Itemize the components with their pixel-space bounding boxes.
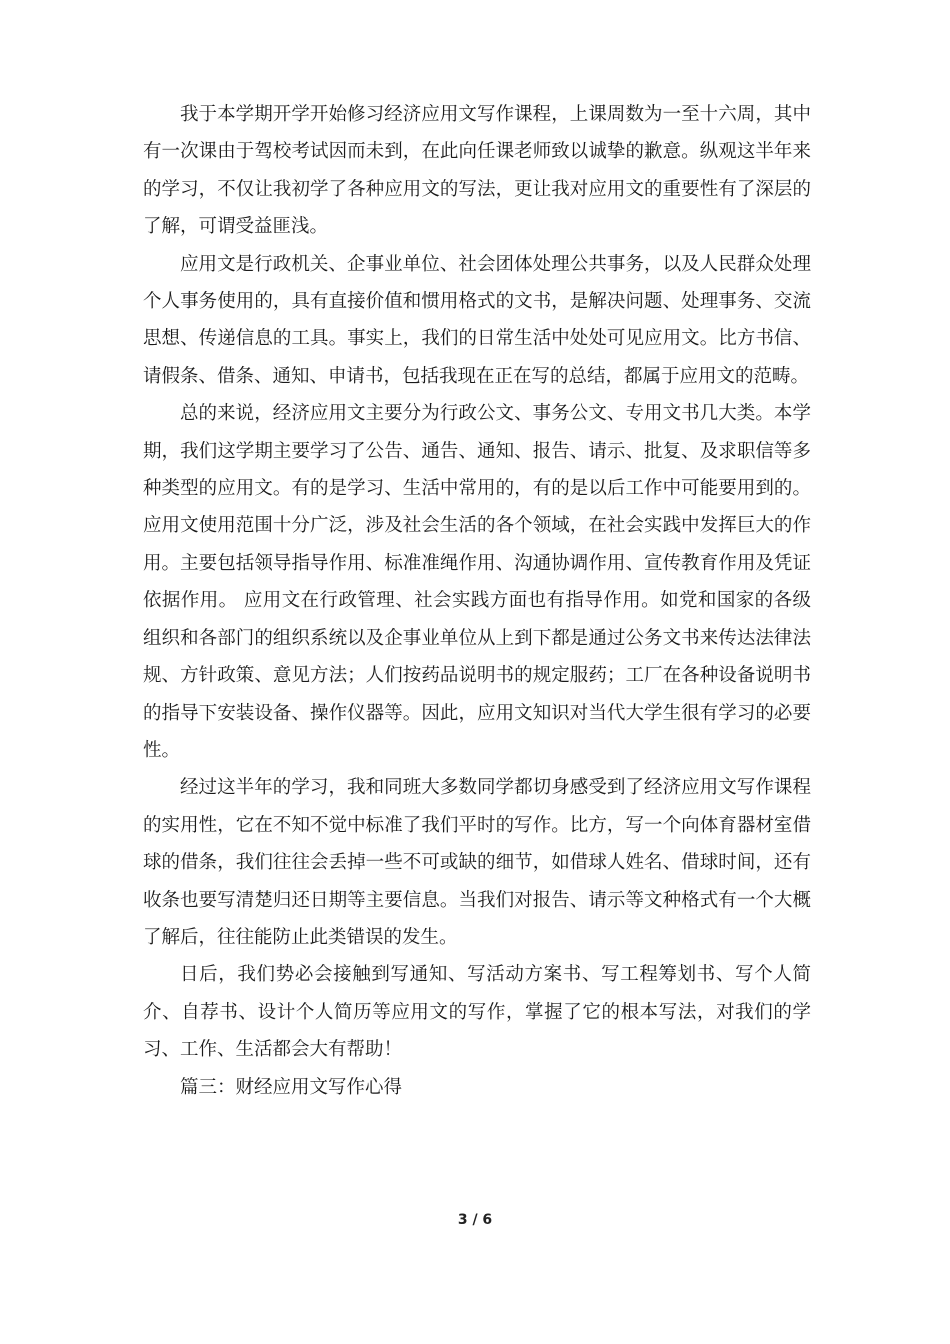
- paragraph-2: 应用文是行政机关、企事业单位、社会团体处理公共事务，以及人民群众处理个人事务使用的，具有直接价值和惯用格式的文书，是解决问题、处理事务、交流思想、传递信息的工具。事实上，我们的日常生活中处处可见应用文。比方书信、请假条、借条、通知、申请书，包括我现在正在写的总结，都属于应用文的范畴。: [143, 253, 811, 387]
- paragraph-5: 日后，我们势必会接触到写通知、写活动方案书、写工程筹划书、写个人简介、自荐书、设计个人简历等应用文的写作，掌握了它的根本写法，对我们的学习、工作、生活都会大有帮助！: [143, 964, 811, 1061]
- page-number: 3 / 6: [457, 1212, 493, 1228]
- paragraph-1: 我于本学期开学开始修习经济应用文写作课程，上课周数为一至十六周，其中有一次课由于驾校考试因而未到，在此向任课老师致以诚挚的歉意。纵观这半年来的学习，不仅让我初学了各种应用文的写法，更让我对应用文的重要性有了深层的了解，可谓受益匪浅。: [143, 104, 811, 238]
- document-body: [143, 96, 811, 1106]
- paragraph-3: 总的来说，经济应用文主要分为行政公文、事务公文、专用文书几大类。本学期，我们这学期主要学习了公告、通告、通知、报告、请示、批复、及求职信等多种类型的应用文。有的是学习、生活中常用的，有的是以后工作中可能要用到的。应用文使用范围十分广泛，涉及社会生活的各个领域，在社会实践中发挥巨大的作用。主要包括领导指导作用、标准准绳作用、沟通协调作用、宣传教育作用及凭证依据作用。 应用文在行政管理、社会实践方面也有指导作用。如党和国家的各级组织和各部门的组织系统以及企事业单位从上到下都是通过公务文书来传达法律法规、方针政策、意见方法；人们按药品说明书的规定服药；工厂在各种设备说明书的指导下安装设备、操作仪器等。因此，应用文知识对当代大学生很有学习的必要性。: [143, 403, 811, 761]
- section-heading: 篇三：财经应用文写作心得: [180, 1076, 403, 1098]
- paragraph-4: 经过这半年的学习，我和同班大多数同学都切身感受到了经济应用文写作课程的实用性，它在不知不觉中标准了我们平时的写作。比方，写一个向体育器材室借球的借条，我们往往会丢掉一些不可或缺的细节，如借球人姓名、借球时间，还有收条也要写清楚归还日期等主要信息。当我们对报告、请示等文种格式有一个大概了解后，往往能防止此类错误的发生。: [143, 777, 811, 948]
